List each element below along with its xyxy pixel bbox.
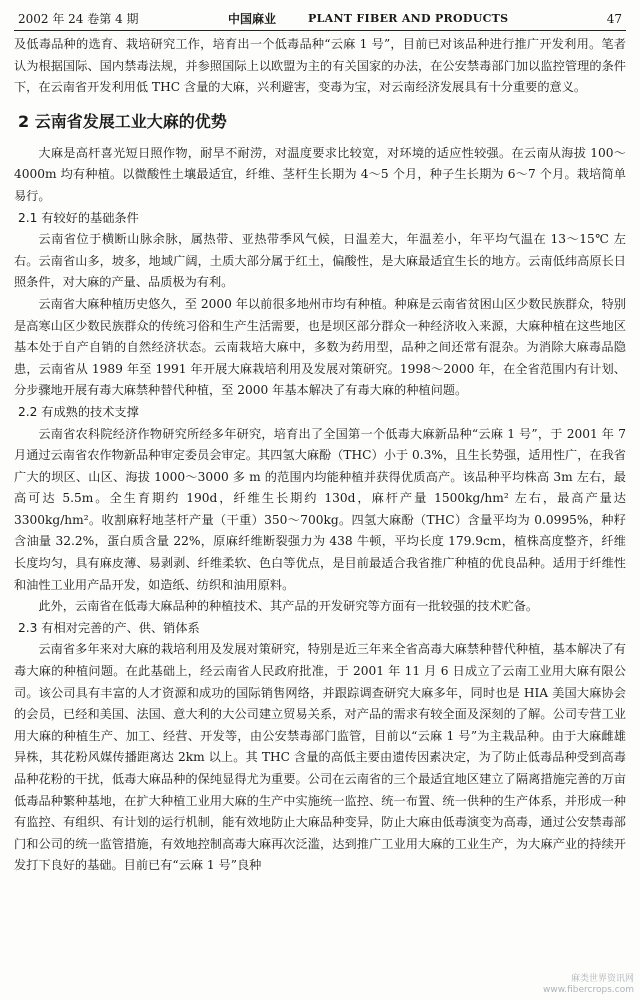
subsection-2-1-paragraph-2: 云南省大麻种植历史悠久，至 2000 年以前很多地州市均有种植。种麻是云南省贫困山区少数民族群众，特别是高寒山区少数民族群众的传统习俗和生产生活需要，也是坝区部分群众一种经济收入来源，大麻种植在这些地区基本处于自产自销的自然经济状态。云南栽培大麻中，多数为药用型，品种之间还常有混杂。为消除大麻毒品隐患，云南省从 1989 年至 1991 年开展大麻栽培利用及发展对策研究。1998～2000 年，在全省范围内有计划、分步骤地开展有毒大麻禁种替代种植，至 2000 年基本解决了有毒大麻的种植问题。 xyxy=(14,296,626,398)
subsection-2-2-heading: 2.2 有成熟的技术支撑 xyxy=(18,404,139,419)
watermark-line-2: www.fibercrops.com xyxy=(543,985,634,995)
subsection-2-2-paragraph-2: 此外，云南省在低毒大麻品种的种植技术、其产品的开发研究等方面有一批较强的技术贮备。 xyxy=(38,599,539,614)
watermark-line-1: 麻类世界资讯网 xyxy=(570,974,634,984)
subsection-2-3-heading: 2.3 有相对完善的产、供、销体系 xyxy=(18,620,200,635)
subsection-2-2-paragraph-1: 云南省农科院经济作物研究所经多年研究，培育出了全国第一个低毒大麻新品种“云麻 1 号”，于 2001 年 7 月通过云南省农作物新品种审定委员会审定。其四氢大麻酚（THC）小于 0.3%，且生长势强，适用性广，在我省广大的坝区、山区、海拔 1000～3000 多 m 的范围内均能种植并获得优质高产。该品种平均株高 3m 左右，最高可达 5.5m。全生育期约 190d，纤维生长期约 130d，麻杆产量 1500kg/hm² 左右，最高产量达 3300kg/hm²。收割麻籽地茎杆产量（干重）350～700kg。四氢大麻酚（THC）含量平均为 0.0995%，种籽含油量 32.2%，蛋白质含量 22%，原麻纤维断裂强力为 438 牛顿，平均长度 179.9cm，植株高度整齐，纤维长度均匀，具有麻皮薄、易剥剥、纤维柔软、色白等优点，是目前最适合我省推广种植的优良品种。适用于纤维性和油性工业用产品开发，如造纸、纺织和油用原料。 xyxy=(14,426,626,592)
site-watermark xyxy=(543,974,634,996)
subsection-2-1-heading: 2.1 有较好的基础条件 xyxy=(18,210,139,225)
journal-name-en: PLANT FIBER AND PRODUCTS xyxy=(308,12,509,25)
journal-name-cn: 中国麻业 xyxy=(228,12,277,26)
running-header xyxy=(14,8,626,31)
article-body xyxy=(14,34,626,877)
subsection-2-3-paragraph-1: 云南省多年来对大麻的栽培利用及发展对策研究，特别是近三年来全省高毒大麻禁种替代种植，基本解决了有毒大麻的种植问题。在此基础上，经云南省人民政府批准，于 2001 年 11 月 6 日成立了云南工业用大麻有限公司。该公司具有丰富的人才资源和成功的国际销售网络，并跟踪调查研究大麻多年，同时也是 HIA 美国大麻协会的会员，已经和美国、法国、意大利的大公司建立贸易关系，对产品的需求有较全面及深刻的了解。公司专营工业用大麻的种植生产、加工、经营、开发等，由公安禁毒部门监管，目前以“云麻 1 号”为主栽品种。由于大麻雌雄异株，其花粉风媒传播距离达 2km 以上。其 THC 含量的高低主要由遗传因素决定，为了防止低毒品种受到高毒品种花粉的干扰，低毒大麻品种的保纯显得尤为重要。公司在云南省的三个最适宜地区建立了隔离措施完善的万亩低毒品种繁种基地，在扩大种植工业用大麻的生产中实施统一监控、统一布置、统一供种的生产体系，并形成一种有监控、有组织、有计划的运行机制，能有效地防止大麻品种变异，防止大麻由低毒演变为高毒，通过公安禁毒部门和公司的统一监管措施，有效地控制高毒大麻再次泛滥，达到推广工业用大麻的工业生产，为大麻产业的持续开发打下良好的基础。目前已有“云麻 1 号”良种 xyxy=(14,642,626,873)
section-2-heading: 2 云南省发展工业大麻的优势 xyxy=(18,111,227,131)
intro-paragraph: 及低毒品种的选育、栽培研究工作，培育出一个低毒品种“云麻 1 号”，目前已对该品种进行推广开发利用。笔者认为根据国际、国内禁毒法规，并参照国际上以欧盟为主的有关国家的办法，在公安禁毒部门加以监控管理的条件下，在云南省开发利用低 THC 含量的大麻，兴利避害，变毒为宝，对云南经济发展具有十分重要的意义。 xyxy=(14,37,626,95)
section-2-paragraph: 大麻是高杆喜光短日照作物，耐旱不耐涝，对温度要求比较宽，对环境的适应性较强。在云南从海拔 100～4000m 均有种植。以微酸性土壤最适宜，纤维、茎杆生长期为 4～5 个月，种子生长期为 6～7 个月。栽培简单易行。 xyxy=(14,145,626,203)
issue-label: 2002 年 24 卷第 4 期 xyxy=(18,12,139,26)
subsection-2-1-paragraph-1: 云南省位于横断山脉余脉，属热带、亚热带季风气候，日温差大，年温差小，年平均气温在 13～15℃ 左右。云南省山多，坡多，地域广阔，土质大部分属于红土，偏酸性，是大麻最适宜生长的地方。云南低纬高原长日照条件，对大麻的产量、品质极为有利。 xyxy=(14,232,626,290)
page-number: 47 xyxy=(606,12,622,26)
